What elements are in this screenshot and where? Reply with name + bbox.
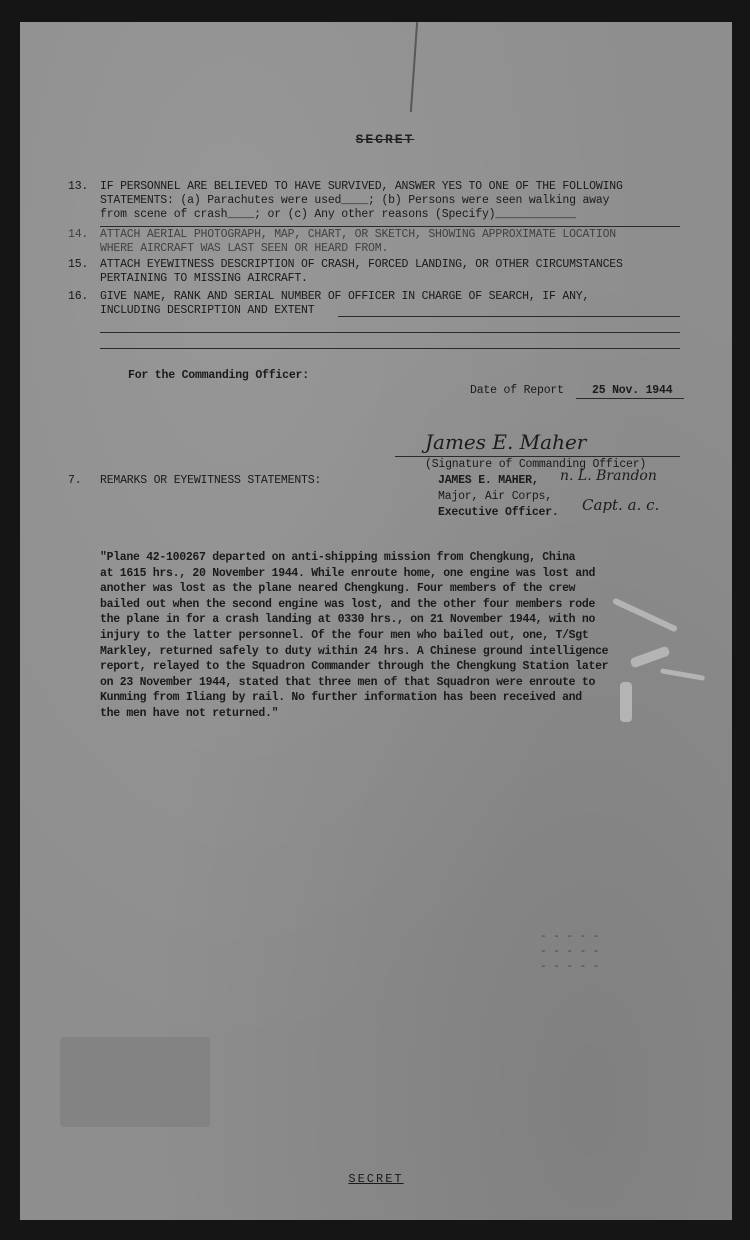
officer-title: Executive Officer. [438, 506, 559, 519]
document-page [20, 22, 732, 1220]
item-text: GIVE NAME, RANK AND SERIAL NUMBER OF OFFICER IN CHARGE OF SEARCH, IF ANY, INCLUDING DESCRIPTION AND EXTENT [100, 290, 590, 317]
for-commanding-officer-label: For the Commanding Officer: [128, 369, 309, 382]
officer-rank: Major, Air Corps, [438, 490, 552, 503]
item-number: 14. [68, 228, 89, 241]
remarks-label: REMARKS OR EYEWITNESS STATEMENTS: [100, 474, 322, 487]
search-details-line [338, 316, 680, 317]
item-text: ATTACH EYEWITNESS DESCRIPTION OF CRASH, FORCED LANDING, OR OTHER CIRCUMSTANCES PERTAINING TO MISSING AIRCRAFT. [100, 258, 623, 285]
film-damage-mark [620, 682, 632, 722]
margin-marks: - - - - - - - - - - - - - - - [540, 931, 600, 973]
item-text: ATTACH AERIAL PHOTOGRAPH, MAP, CHART, OR SKETCH, SHOWING APPROXIMATE LOCATION WHERE AIRCRAFT WAS LAST SEEN OR HEARD FROM. [100, 228, 616, 255]
remarks-item-number: 7. [68, 474, 82, 487]
search-details-line [100, 332, 680, 333]
signature-line [395, 456, 680, 457]
form-item-15 [68, 258, 688, 288]
paper-fold-crease [410, 22, 418, 112]
item-text: IF PERSONNEL ARE BELIEVED TO HAVE SURVIVED, ANSWER YES TO ONE OF THE FOLLOWING STATEMENTS: (a) Parachutes were used____; (b) Persons were seen walking away from scene of crash____; or (c) Any other reasons (Specify)____________ [100, 180, 623, 221]
form-item-14 [68, 228, 688, 258]
search-details-line [100, 348, 680, 349]
officer-name: JAMES E. MAHER, [438, 474, 539, 487]
classification-footer [20, 1172, 732, 1186]
faded-received-stamp [60, 1037, 210, 1127]
item-number: 15. [68, 258, 89, 271]
item-number: 16. [68, 290, 89, 303]
date-underline [576, 398, 684, 399]
item-number: 13. [68, 180, 89, 193]
date-of-report-label: Date of Report [470, 384, 564, 397]
eyewitness-statement: "Plane 42-100267 departed on anti-shipping mission from Chengkung, China at 1615 hrs., 20 November 1944. While enroute home, one engine was lost and another was lost as the plane neared Chengkung. Four members of the crew bailed out when the second engine was lost, and the other four members rode the plane in for a crash landing at 0330 hrs., on 21 November 1944, with no injury to the latter personnel. Of the four men who bailed out, one, T/Sgt Markley, returned safely to duty within 24 hrs. A Chinese ground intelligence report, relayed to the Squadron Commander through the Chengkung Station later on 23 November 1944, stated that three men of that Squadron were enroute to Kunming from Iliang by rail. No further information has been received and the men have not returned." [100, 551, 609, 720]
date-of-report-value: 25 Nov. 1944 [592, 384, 673, 397]
form-item-13 [68, 180, 688, 224]
handwritten-signature: James E. Maher [425, 430, 587, 454]
classification-stamp-top: SECRET [355, 132, 415, 147]
handwritten-initials: n. L. Brandon [560, 468, 657, 484]
classification-footer-text: SECRET [348, 1172, 404, 1186]
handwritten-rank-note: Capt. a. c. [582, 496, 660, 514]
separator-line [100, 226, 680, 227]
signature-caption: (Signature of Commanding Officer) [425, 458, 647, 471]
